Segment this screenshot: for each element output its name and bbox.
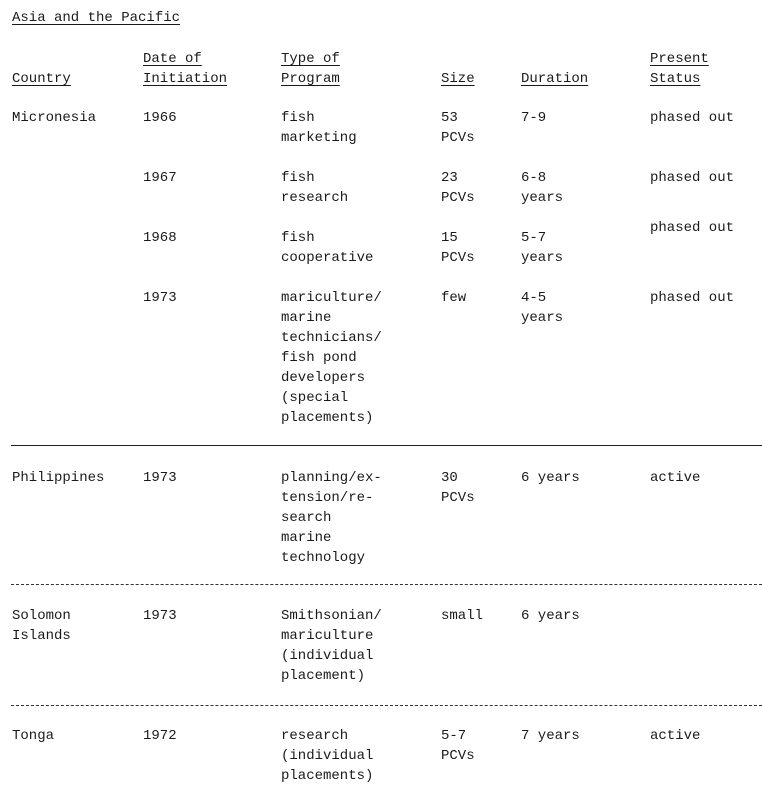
header-present-status: Present Status [650, 51, 709, 87]
row-3-duration: 5-7 years [521, 230, 564, 266]
row-7-date: 1972 [143, 728, 177, 744]
row-7-status: active [650, 728, 701, 744]
header-duration: Duration [521, 71, 589, 87]
section-divider [11, 705, 762, 706]
row-2-status: phased out [650, 170, 735, 186]
row-7-duration: 7 years [521, 728, 580, 744]
row-4-size: few [441, 290, 467, 306]
row-5-country: Philippines [12, 470, 105, 486]
row-3-date: 1968 [143, 230, 177, 246]
row-3-type: fish cooperative [281, 230, 374, 266]
row-6-size: small [441, 608, 484, 624]
row-4-date: 1973 [143, 290, 177, 306]
header-size: Size [441, 71, 475, 87]
row-5-duration: 6 years [521, 470, 580, 486]
row-6-date: 1973 [143, 608, 177, 624]
row-5-type: planning/ex- tension/re- search marine technology [281, 470, 382, 566]
row-1-status: phased out [650, 110, 735, 126]
row-1-size: 53 PCVs [441, 110, 475, 146]
row-6-country: Solomon Islands [12, 608, 71, 644]
row-6-type: Smithsonian/ mariculture (individual placement) [281, 608, 382, 684]
row-7-size: 5-7 PCVs [441, 728, 475, 764]
section-divider [11, 584, 762, 585]
row-4-duration: 4-5 years [521, 290, 564, 326]
row-5-date: 1973 [143, 470, 177, 486]
row-2-size: 23 PCVs [441, 170, 475, 206]
row-7-type: research (individual placements) [281, 728, 374, 784]
row-7-country: Tonga [12, 728, 55, 744]
row-4-type: mariculture/ marine technicians/ fish pond developers (special placements) [281, 290, 382, 426]
row-5-status: active [650, 470, 701, 486]
section-divider [11, 445, 762, 446]
row-5-size: 30 PCVs [441, 470, 475, 506]
table-title: Asia and the Pacific [12, 10, 181, 26]
row-2-duration: 6-8 years [521, 170, 564, 206]
row-2-type: fish research [281, 170, 349, 206]
row-4-status: phased out [650, 290, 735, 306]
row-1-country: Micronesia [12, 110, 97, 126]
row-1-duration: 7-9 [521, 110, 547, 126]
header-country: Country [12, 71, 71, 87]
row-1-type: fish marketing [281, 110, 357, 146]
header-date-of-initiation: Date of Initiation [143, 51, 228, 87]
row-3-size: 15 PCVs [441, 230, 475, 266]
row-2-date: 1967 [143, 170, 177, 186]
row-6-duration: 6 years [521, 608, 580, 624]
header-type-of-program: Type of Program [281, 51, 340, 87]
row-1-date: 1966 [143, 110, 177, 126]
row-3-status: phased out [650, 220, 735, 236]
